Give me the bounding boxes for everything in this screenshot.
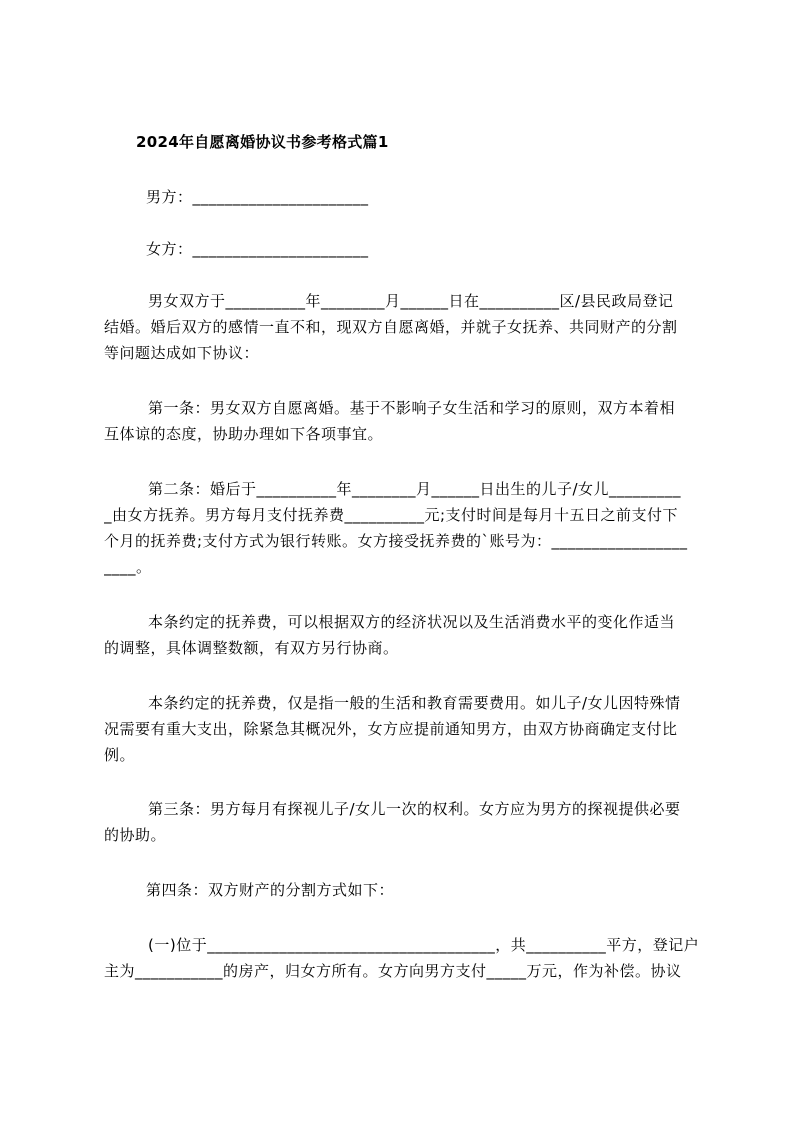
paragraph-line: 结婚。婚后双方的感情一直不和，现双方自愿离婚，并就子女抚养、共同财产的分割 [104,318,678,336]
female-party-line: 女方：______________________ [146,240,369,258]
article-2-line: _由女方抚养。男方每月支付抚养费__________元;支付时间是每月十五日之前支付下 [104,506,679,524]
article-2-line: 个月的抚养费;支付方式为银行转账。女方接受抚养费的`账号为：_________________ [104,532,688,550]
paragraph-line: 等问题达成如下协议： [104,344,260,362]
document-title: 2024年自愿离婚协议书参考格式篇1 [136,133,389,151]
paragraph-line: 的调整，具体调整数额，有双方另行协商。 [104,639,399,657]
article-2-line: 第二条：婚后于__________年________月______日出生的儿子/女儿_________ [148,480,682,498]
paragraph-line: 男女双方于__________年________月______日在__________区/县民政局登记 [148,292,674,310]
article-4-line: 第四条：双方财产的分割方式如下： [146,881,395,899]
male-party-line: 男方：______________________ [146,188,369,206]
article-1-line: 第一条：男女双方自愿离婚。基于不影响子女生活和学习的原则，双方本着相 [148,399,676,417]
article-3-line: 第三条：男方每月有探视儿子/女儿一次的权利。女方应为男方的探视提供必要 [148,800,681,818]
paragraph-line: 本条约定的抚养费，仅是指一般的生活和教育需要费用。如儿子/女儿因特殊情 [148,694,681,712]
paragraph-line: 况需要有重大支出，除紧急其概况外，女方应提前通知男方，由双方协商确定支付比 [104,720,678,738]
article-1-line: 互体谅的态度，协助办理如下各项事宜。 [104,425,384,443]
article-2-line: ____。 [104,558,152,576]
paragraph-line: 本条约定的抚养费，可以根据双方的经济状况以及生活消费水平的变化作适当 [148,613,676,631]
article-3-line: 的协助。 [104,826,167,844]
paragraph-line: 例。 [104,746,136,764]
property-line: (一)位于____________________________________，共__________平方，登记户 [148,936,700,954]
property-line: 主为___________的房产，归女方所有。女方向男方支付_____万元，作为补偿。协议 [104,962,682,980]
